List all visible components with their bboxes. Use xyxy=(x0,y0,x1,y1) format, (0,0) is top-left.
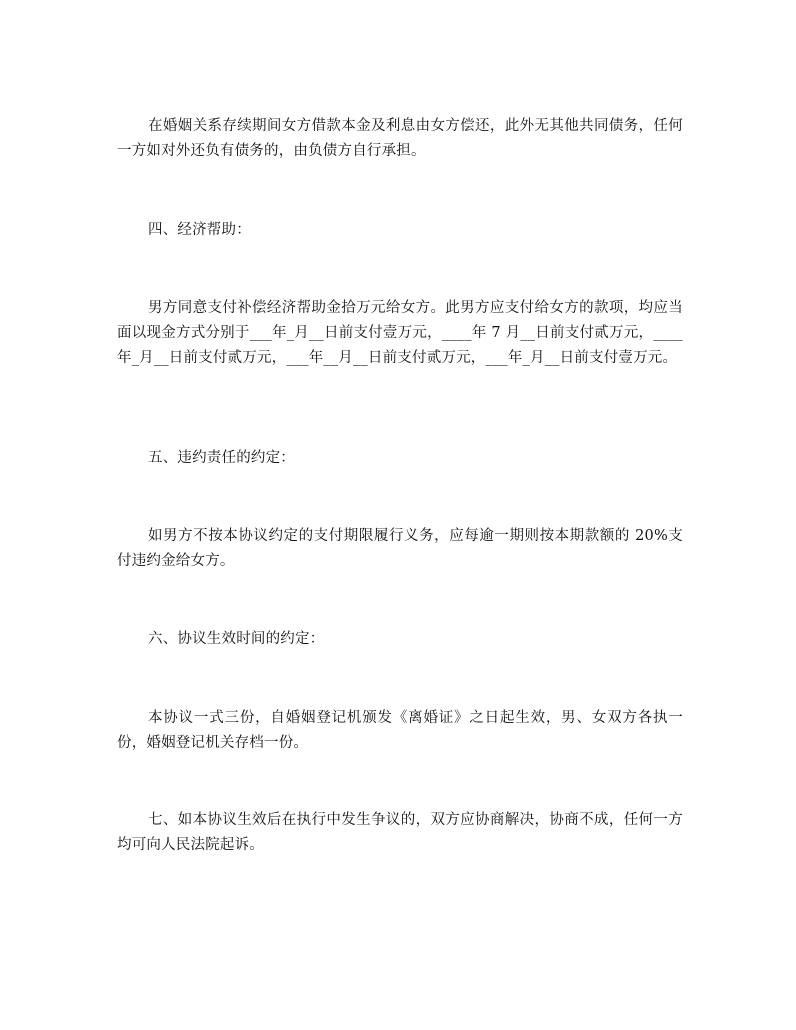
paragraph-effective-time: 本协议一式三份，自婚姻登记机颁发《离婚证》之日起生效，男、女双方各执一份，婚姻登记机关存档一份。 xyxy=(117,710,683,751)
section-heading-economic-help: 四、经济帮助： xyxy=(148,222,251,238)
paragraph-economic-help: 男方同意支付补偿经济帮助金拾万元给女方。此男方应支付给女方的款项，均应当面以现金方式分别于___年_月__日前支付壹万元，____年 7 月__日前支付贰万元，____年_月__日前支付贰万元，___年__月__日前支付贰万元，___年_月__日前支付壹万元。 xyxy=(117,300,683,366)
section-heading-effective-time: 六、协议生效时间的约定： xyxy=(148,631,325,647)
section-heading-breach: 五、违约责任的约定： xyxy=(148,450,295,466)
paragraph-breach: 如男方不按本协议约定的支付期限履行义务，应每逾一期则按本期款额的 20%支付违约金给女方。 xyxy=(117,528,683,569)
paragraph-dispute-resolution: 七、如本协议生效后在执行中发生争议的，双方应协商解决，协商不成，任何一方均可向人民法院起诉。 xyxy=(117,812,683,853)
paragraph-debt-clause: 在婚姻关系存续期间女方借款本金及利息由女方偿还，此外无其他共同债务，任何一方如对外还负有债务的，由负债方自行承担。 xyxy=(117,118,683,159)
